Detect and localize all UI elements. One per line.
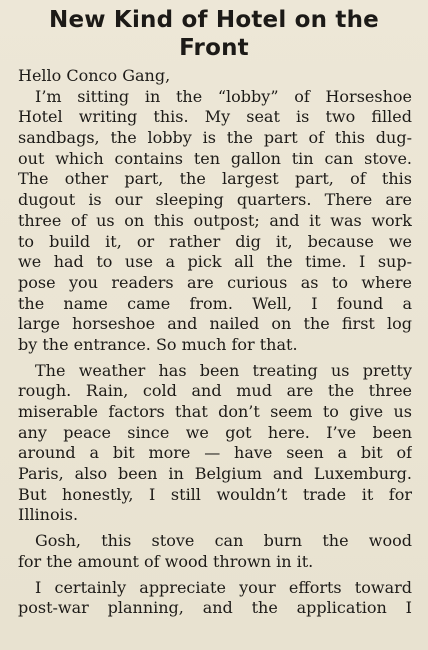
headline-line: Front [179,35,249,61]
text-line: The weather has been treating us pretty [35,360,412,380]
text-line: for the amount of wood thrown in it. [18,551,314,571]
text-line: dugout is our sleeping quarters. There are [18,190,412,210]
text-line: Gosh, this stove can burn the wood [35,531,412,551]
text-line: rough. Rain, cold and mud are the three [18,381,412,401]
text-line: Hotel writing this. My seat is two filled [18,107,412,127]
text-line: by the entrance. So much for that. [18,334,298,354]
text-line: large horseshoe and nailed on the first log [18,314,412,334]
headline-line: New Kind of Hotel on the [49,7,379,33]
paragraph [18,87,412,356]
article-headline [8,6,420,62]
text-line: to build it, or rather dig it, because we [18,231,412,251]
text-line: But honestly, I still wouldn’t trade it for [18,484,412,504]
paragraph [18,531,412,572]
text-line: Paris, also been in Belgium and Luxemburg. [18,464,412,484]
text-line: pose you readers are curious as to where [18,272,412,292]
text-line: I certainly appreciate your efforts toward [35,577,412,597]
text-line: any peace since we got here. I’ve been [18,422,412,442]
text-line: I’m sitting in the “lobby” of Horseshoe [35,86,412,106]
paragraph [18,578,412,619]
text-line: sandbags, the lobby is the part of this dug- [18,128,412,148]
text-line: we had to use a pick all the time. I sup- [18,252,412,272]
text-line: the name came from. Well, I found a [18,293,412,313]
paragraph [18,361,412,527]
text-line: Illinois. [18,505,79,525]
text-line: three of us on this outpost; and it was work [18,210,412,230]
text-line: The other part, the largest part, of this [18,169,412,189]
text-line: out which contains ten gallon tin can stove. [18,148,412,168]
text-line: around a bit more — have seen a bit of [18,443,412,463]
greeting-line: Hello Conco Gang, [18,66,171,85]
text-line: miserable factors that don’t seem to give us [18,402,412,421]
text-line: post-war planning, and the application I [18,598,412,618]
article-body [18,66,412,619]
